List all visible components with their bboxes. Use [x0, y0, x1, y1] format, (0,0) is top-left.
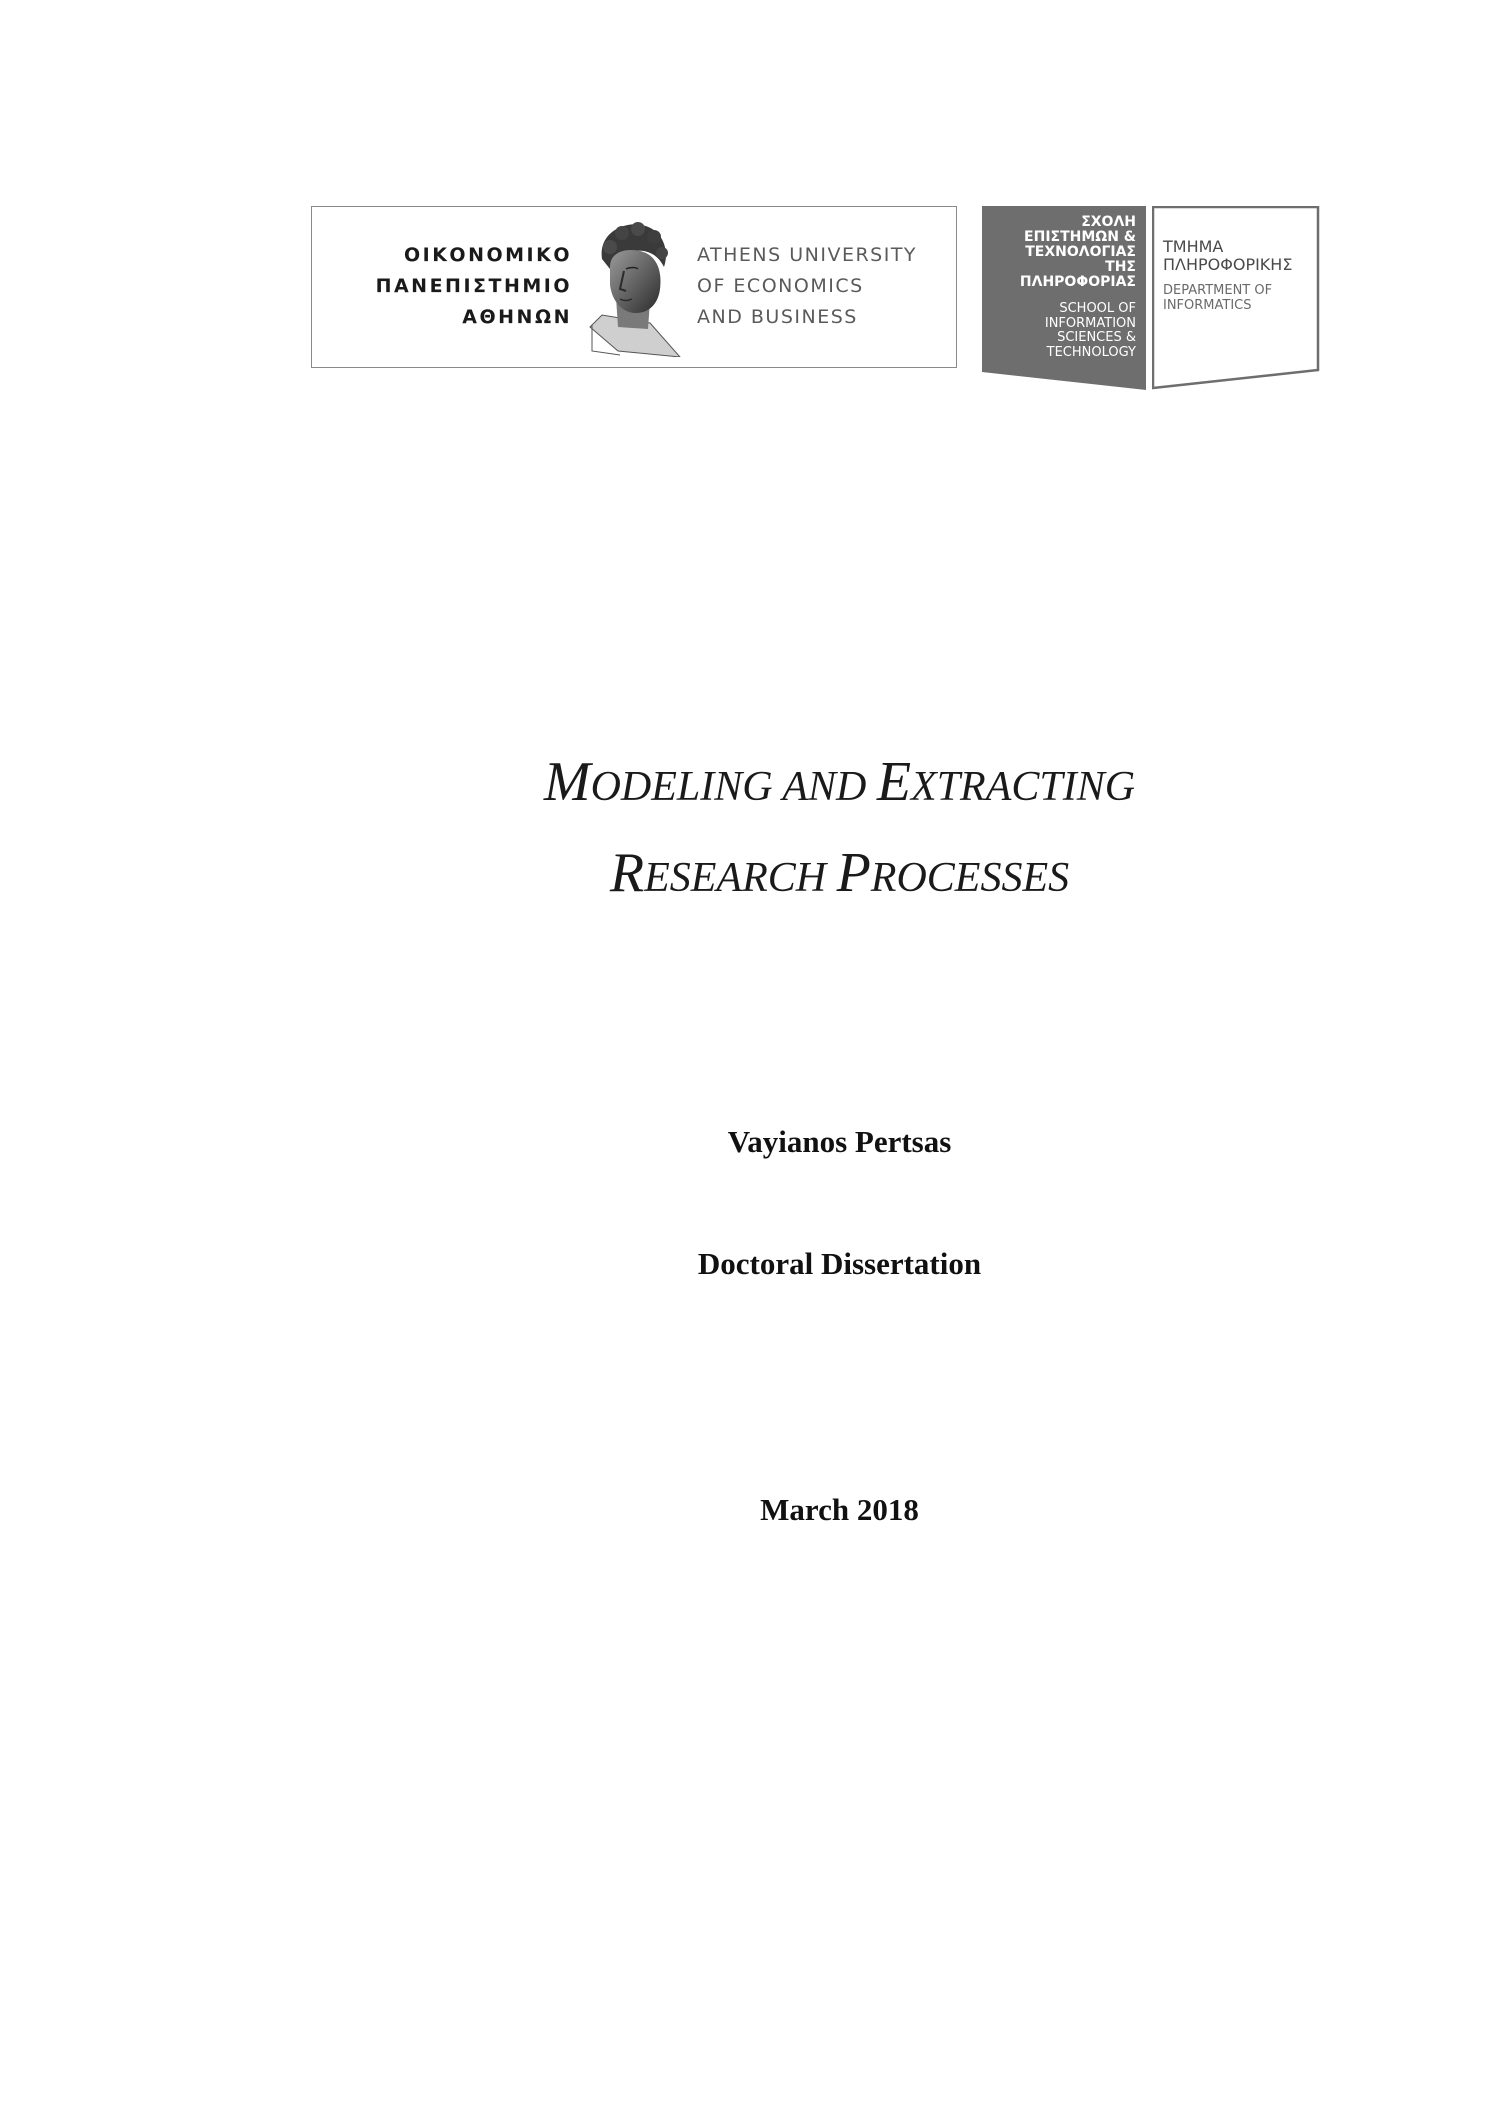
school-english-line: INFORMATION [1044, 315, 1136, 331]
aueb-greek-line: ΑΘΗΝΩΝ [462, 306, 572, 328]
department-greek-line: ΠΛΗΡΟΦΟΡΙΚΗΣ [1163, 255, 1293, 274]
department-english-line: DEPARTMENT OF [1163, 283, 1273, 298]
school-greek-line: ΤΗΣ [1105, 259, 1136, 275]
department-english-line: INFORMATICS [1163, 298, 1252, 313]
department-greek-name [1163, 238, 1292, 274]
school-greek-line: ΠΛΗΡΟΦΟΡΙΑΣ [1019, 274, 1136, 290]
department-greek-line: ΤΜΗΜΑ [1163, 237, 1224, 256]
school-greek-line: ΣΧΟΛΗ [1081, 214, 1136, 230]
dissertation-title [0, 739, 1489, 921]
aueb-greek-name [372, 240, 572, 333]
title-small-caps: XTRACTING [911, 764, 1136, 810]
school-english-line: SCHOOL OF [1059, 301, 1136, 316]
title-initial: P [836, 842, 871, 904]
school-greek-line: ΤΕΧΝΟΛΟΓΙΑΣ [1025, 244, 1136, 260]
aueb-english-name [697, 240, 917, 333]
school-english-line: SCIENCES & [1057, 330, 1136, 345]
school-greek-line: ΕΠΙΣΤΗΜΩΝ & [1024, 229, 1136, 245]
school-english-name [1045, 302, 1136, 360]
classical-head-emblem-icon [580, 219, 688, 357]
aueb-english-line: ATHENS UNIVERSITY [697, 244, 918, 266]
title-small-caps: ESEARCH [644, 855, 837, 901]
aueb-greek-line: ΠΑΝΕΠΙΣΤΗΜΙΟ [375, 275, 572, 297]
document-type: Doctoral Dissertation [697, 1246, 982, 1281]
title-initial: R [609, 842, 645, 904]
document-date: March 2018 [760, 1492, 919, 1527]
author-name: Vayianos Pertsas [727, 1124, 952, 1159]
title-initial: E [876, 751, 912, 813]
aueb-english-line: OF ECONOMICS [697, 275, 864, 297]
school-english-line: TECHNOLOGY [1046, 344, 1136, 360]
title-line-1 [190, 739, 1489, 830]
aueb-english-line: AND BUSINESS [697, 306, 858, 328]
title-initial: M [543, 751, 591, 813]
aueb-greek-line: ΟΙΚΟΝΟΜΙΚΟ [403, 244, 572, 266]
department-english-name [1163, 283, 1272, 313]
title-small-caps: ROCESSES [870, 855, 1070, 901]
department-flag-logo [1152, 206, 1320, 390]
title-small-caps: ODELING AND [590, 764, 877, 810]
school-banner-logo [982, 206, 1146, 390]
school-greek-name [1020, 215, 1136, 290]
title-line-2 [190, 830, 1489, 921]
aueb-logo [311, 206, 957, 368]
